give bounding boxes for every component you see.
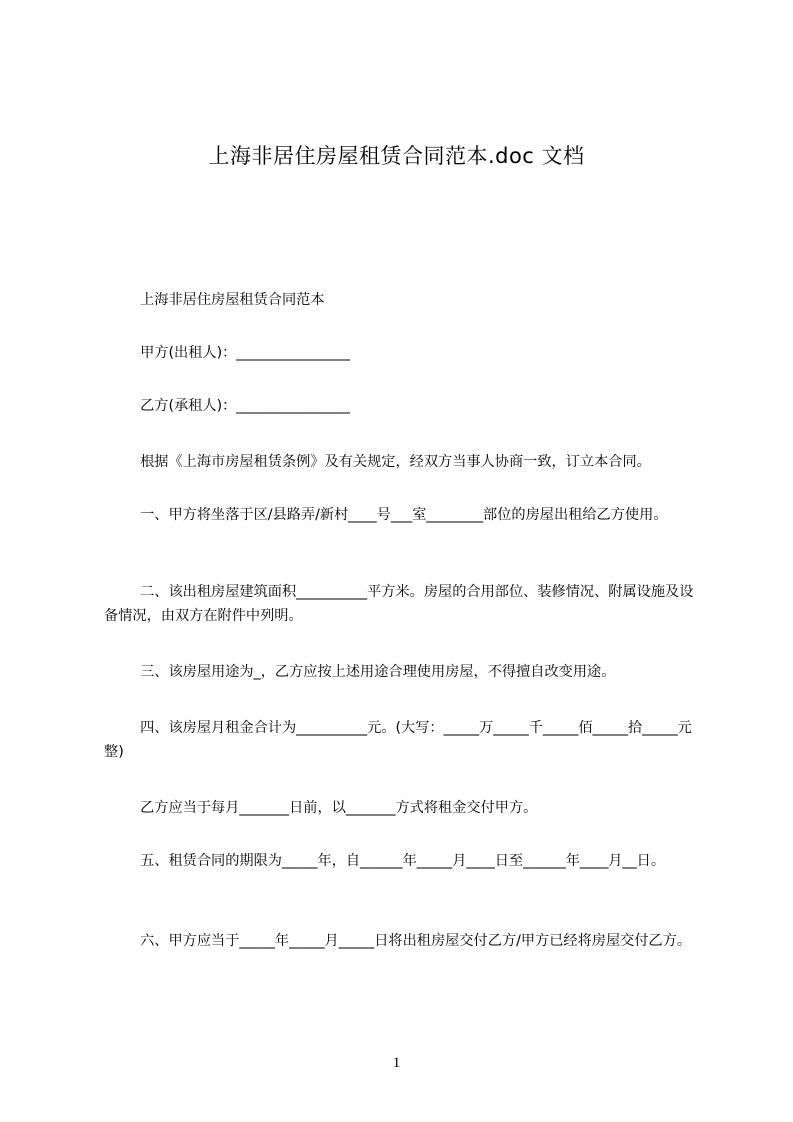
paragraph-party-a: 甲方(出租人)：________________: [104, 345, 350, 361]
paragraph-clause-6: 六、甲方应当于_____年_____月_____日将出租房屋交付乙方/甲方已经将房屋交付乙方。: [104, 933, 692, 949]
paragraph-party-b: 乙方(承租人)：________________: [104, 398, 350, 414]
paragraph-clause-4: 四、该房屋月租金合计为__________元。(大写：_____万_____千_____佰_____拾_____元整): [104, 720, 692, 760]
paragraph-clause-2: 二、该出租房屋建筑面积__________平方米。房屋的合用部位、装修情况、附属设施及设备情况，由双方在附件中列明。: [104, 584, 694, 624]
paragraph-rent-payment: 乙方应当于每月_______日前，以_______方式将租金交付甲方。: [104, 800, 538, 816]
paragraph-legal-basis: 根据《上海市房屋租赁条例》及有关规定，经双方当事人协商一致，订立本合同。: [104, 454, 651, 470]
page-number: 1: [392, 1055, 401, 1071]
paragraph-clause-5: 五、租赁合同的期限为_____年，自______年_____月____日至______年____月__日。: [104, 853, 666, 869]
paragraph-clause-3: 三、该房屋用途为_，乙方应按上述用途合理使用房屋，不得擅自改变用途。: [104, 664, 616, 680]
document-title: 上海非居住房屋租赁合同范本.doc 文档: [208, 144, 585, 168]
paragraph-clause-1: 一、甲方将坐落于区/县路弄/新村____号___室________部位的房屋出租给乙方使用。: [104, 507, 668, 523]
paragraph-contract-heading: 上海非居住房屋租赁合同范本: [104, 292, 325, 308]
